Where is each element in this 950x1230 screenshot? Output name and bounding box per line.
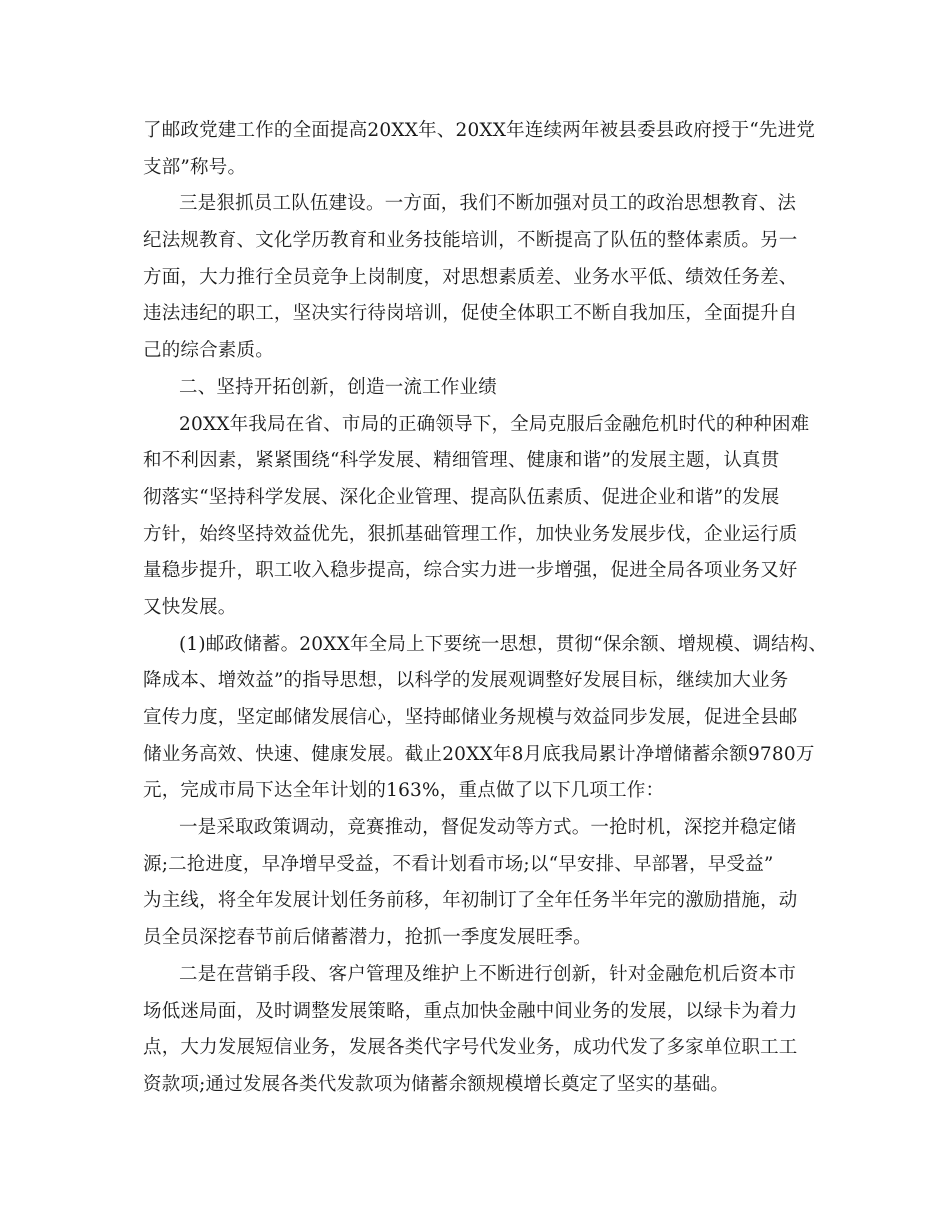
- document-body: [143, 113, 828, 1104]
- text-line: 为主线，将全年发展计划任务前移，年初制订了全年任务半年完的激励措施，动: [143, 890, 798, 912]
- text-line: 元，完成市局下达全年计划的163%，重点做了以下几项工作：: [143, 780, 665, 802]
- text-line: 二是在营销手段、客户管理及维护上不断进行创新，针对金融危机后资本市: [179, 963, 797, 985]
- text-line: 一是采取政策调动，竞赛推动，督促发动等方式。一抢时机，深挖并稳定储: [179, 817, 797, 839]
- text-line: 违法违纪的职工，坚决实行待岗培训，促使全体职工不断自我加压，全面提升自: [143, 303, 798, 325]
- text-line: 方面，大力推行全员竞争上岗制度，对思想素质差、业务水平低、绩效任务差、: [143, 266, 798, 288]
- text-line: 己的综合素质。: [143, 340, 274, 362]
- text-line: 源;二抢进度，早净增早受益，不看计划看市场;以“早安排、早部署，早受益”: [143, 853, 774, 875]
- text-line: 点，大力发展短信业务，发展各类代字号代发业务，成功代发了多家单位职工工: [143, 1037, 798, 1059]
- text-line: 场低迷局面，及时调整发展策略，重点加快金融中间业务的发展，以绿卡为着力: [143, 1000, 798, 1022]
- text-line: 二、坚持开拓创新，创造一流工作业绩: [179, 376, 497, 398]
- text-line: 三是狠抓员工队伍建设。一方面，我们不断加强对员工的政治思想教育、法: [179, 193, 797, 215]
- text-line: 宣传力度，坚定邮储发展信心，坚持邮储业务规模与效益同步发展，促进全县邮: [143, 707, 798, 728]
- text-line: 了邮政党建工作的全面提高20XX年、20XX年连续两年被县委县政府授于“先进党: [143, 120, 816, 141]
- text-line: 纪法规教育、文化学历教育和业务技能培训，不断提高了队伍的整体素质。另一: [143, 230, 798, 252]
- text-line: 支部”称号。: [143, 156, 247, 178]
- text-line: 20XX年我局在省、市局的正确领导下，全局克服后金融危机时代的种种困难: [179, 413, 810, 435]
- text-line: 员全员深挖春节前后储蓄潜力，抢抓一季度发展旺季。: [143, 927, 592, 949]
- text-line: 彻落实“坚持科学发展、深化企业管理、提高队伍素质、促进企业和谐”的发展: [143, 486, 780, 508]
- text-line: 资款项;通过发展各类代发款项为储蓄余额规模增长奠定了坚实的基础。: [143, 1073, 730, 1095]
- text-line: 储业务高效、快速、健康发展。截止20XX年8月底我局累计净增储蓄余额9780万: [143, 743, 815, 765]
- text-line: 方针，始终坚持效益优先，狠抓基础管理工作，加快业务发展步伐，企业运行质: [143, 523, 798, 545]
- text-line: 和不利因素，紧紧围绕“科学发展、精细管理、健康和谐”的发展主题，认真贯: [143, 450, 780, 472]
- text-line: 又快发展。: [143, 596, 237, 618]
- text-line: 降成本、增效益”的指导思想，以科学的发展观调整好发展目标，继续加大业务: [143, 670, 789, 692]
- text-line: 量稳步提升，职工收入稳步提高，综合实力进一步增强，促进全局各项业务又好: [143, 560, 798, 582]
- text-line: (1)邮政储蓄。20XX年全局上下要统一思想，贯彻“保余额、增规模、调结构、: [179, 633, 828, 655]
